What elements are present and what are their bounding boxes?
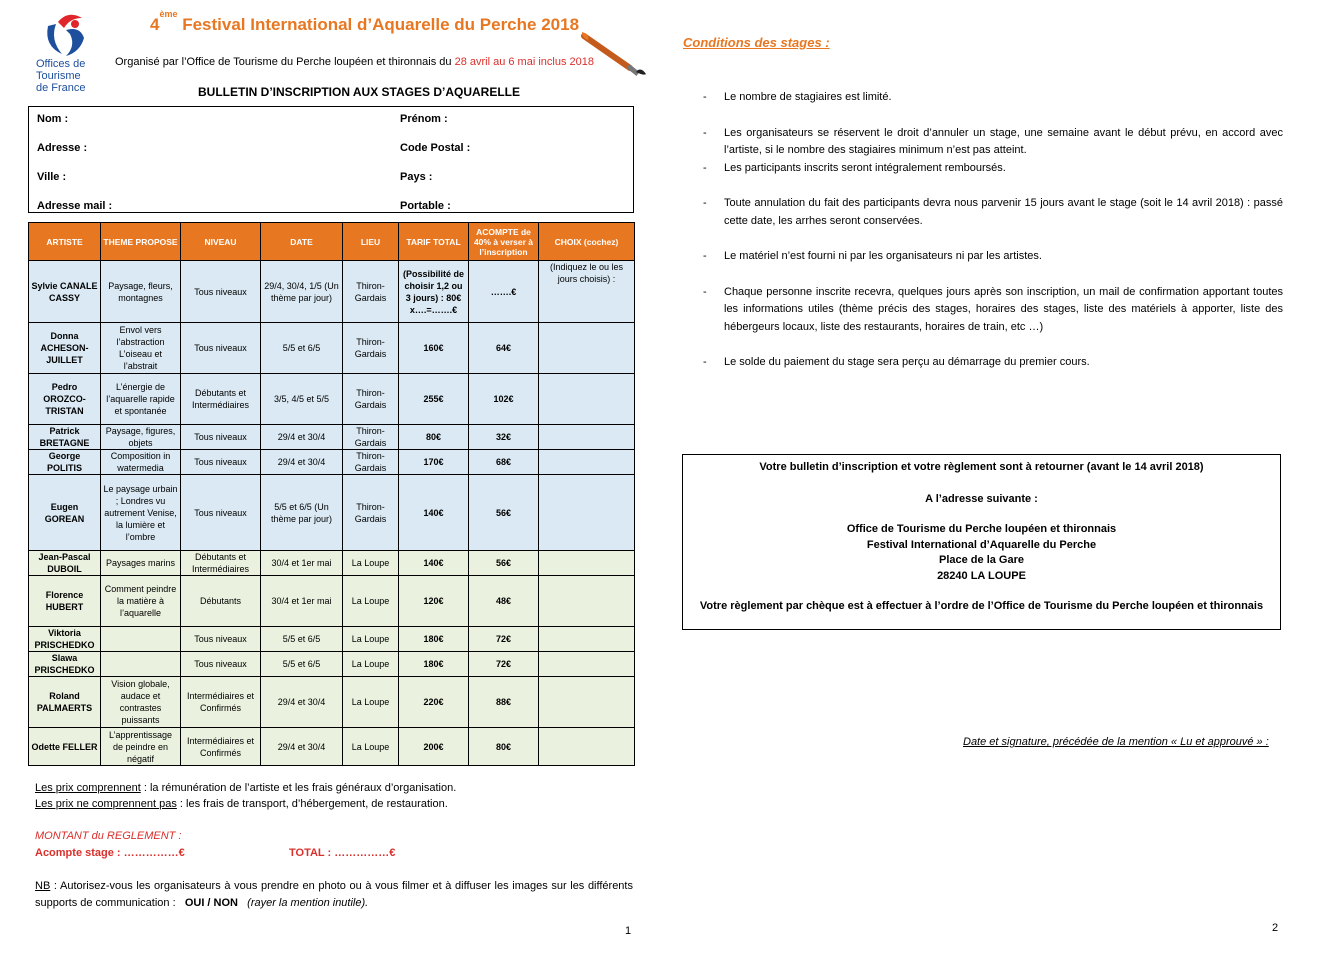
cell-tarif: 170€ [399,450,469,475]
prices-exclude-text: : les frais de transport, d’hébergement, de restauration. [176,798,448,810]
cell-tarif: 80€ [399,425,469,450]
cell-artist: Pedro OROZCO-TRISTAN [29,374,101,425]
table-row [29,261,635,323]
cell-niveau: Tous niveaux [181,323,261,374]
cell-acompte: 72€ [469,652,539,677]
cell-theme: Paysages marins [101,551,181,576]
table-row [29,627,635,652]
cell-lieu: Thiron-Gardais [343,425,399,450]
cell-date: 29/4, 30/4, 1/5 (Un thème par jour) [261,261,343,323]
nb-note: (rayer la mention inutile). [247,897,369,909]
signature-line[interactable]: Date et signature, précédée de la mention « Lu et approuvé » : [963,736,1269,748]
total-field[interactable]: TOTAL : ……………€ [289,847,396,859]
cell-artist: Viktoria PRISCHEDKO [29,627,101,652]
cell-lieu: La Loupe [343,677,399,728]
cell-tarif: 255€ [399,374,469,425]
table-row [29,323,635,374]
cell-acompte: 48€ [469,576,539,627]
table-row [29,425,635,450]
cell-niveau: Tous niveaux [181,450,261,475]
cell-date: 5/5 et 6/5 [261,627,343,652]
logo-text-line3: de France [36,82,86,94]
festival-title [150,9,580,35]
cell-niveau: Débutants [181,576,261,627]
table-row [29,475,635,551]
cell-choix[interactable] [539,425,635,450]
cell-artist: Florence HUBERT [29,576,101,627]
header-tarif: TARIF TOTAL [399,223,469,261]
cell-artist: Eugen GOREAN [29,475,101,551]
stages-table [28,222,635,766]
cell-niveau: Tous niveaux [181,475,261,551]
nb-text: : Autorisez-vous les organisateurs à vous prendre en photo ou à vous filmer et à diffuser les images sur les différents supports de communication : [35,880,633,909]
cell-choix[interactable] [539,728,635,766]
header-niveau: NIVEAU [181,223,261,261]
cell-acompte: 68€ [469,450,539,475]
cell-niveau: Tous niveaux [181,627,261,652]
table-row [29,728,635,766]
condition-item: - Le nombre de stagiaires est limité. [703,89,1283,107]
cell-theme [101,652,181,677]
adresse-field[interactable]: Adresse : [37,142,88,154]
cell-lieu: La Loupe [343,576,399,627]
header-artiste: ARTISTE [29,223,101,261]
cell-artist: Odette FELLER [29,728,101,766]
cell-artist: Slawa PRISCHEDKO [29,652,101,677]
cell-theme: Envol vers l’abstraction L’oiseau et l’abstrait [101,323,181,374]
return-box [682,454,1281,630]
cell-theme: L’énergie de l’aquarelle rapide et spontanée [101,374,181,425]
table-row [29,450,635,475]
cell-lieu: La Loupe [343,627,399,652]
nb-label: NB [35,880,51,892]
cell-artist: Roland PALMAERTS [29,677,101,728]
cell-niveau: Débutants et Intermédiaires [181,551,261,576]
cell-tarif: (Possibilité de choisir 1,2 ou 3 jours) : 80€ x….=…….€ [399,261,469,323]
cell-acompte: 56€ [469,475,539,551]
cell-choix[interactable] [539,450,635,475]
cell-lieu: Thiron-Gardais [343,450,399,475]
cell-theme: Paysage, figures, objets [101,425,181,450]
title-superscript: ème [159,9,178,19]
cell-choix[interactable] [539,551,635,576]
condition-item: - Le solde du paiement du stage sera perçu au démarrage du premier cours. [703,354,1283,372]
header-acompte: ACOMPTE de 40% à verser à l’inscription [469,223,539,261]
cell-date: 30/4 et 1er mai [261,576,343,627]
table-row [29,374,635,425]
logo-text-line2: Tourisme [36,70,81,82]
ville-field[interactable]: Ville : [37,171,67,183]
oui-non-choice[interactable]: OUI / NON [184,897,238,909]
cell-artist: Jean-Pascal DUBOIL [29,551,101,576]
header-date: DATE [261,223,343,261]
cell-acompte: …….€ [469,261,539,323]
table-row [29,652,635,677]
prices-include [35,782,456,794]
subtitle-dates: 28 avril au 6 mai inclus 2018 [454,56,594,68]
cell-acompte: 88€ [469,677,539,728]
cell-theme: Vision globale, audace et contrastes puissants [101,677,181,728]
subtitle [115,56,594,68]
prices-exclude-label: Les prix ne comprennent pas [35,798,177,810]
cell-theme [101,627,181,652]
cell-acompte: 32€ [469,425,539,450]
code-postal-field[interactable]: Code Postal : [400,142,471,154]
cell-acompte: 102€ [469,374,539,425]
bulletin-title: BULLETIN D’INSCRIPTION AUX STAGES D’AQUARELLE [198,85,521,99]
cell-choix[interactable] [539,652,635,677]
cell-tarif: 120€ [399,576,469,627]
cell-choix[interactable] [539,323,635,374]
table-row [29,551,635,576]
return-address-2: Festival International d’Aquarelle du Perche [866,538,1097,551]
cell-theme: L’apprentissage de peindre en négatif [101,728,181,766]
prices-exclude [35,798,448,810]
logo-text-line1: Offices de [36,58,86,70]
title-text: Festival International d’Aquarelle du Perche 2018 [182,15,580,34]
cell-theme: Paysage, fleurs, montagnes [101,261,181,323]
cell-artist: Sylvie CANALE CASSY [29,261,101,323]
return-address-4: 28240 LA LOUPE [937,569,1026,582]
header-lieu: LIEU [343,223,399,261]
cell-tarif: 200€ [399,728,469,766]
cell-theme: Composition in watermedia [101,450,181,475]
cell-date: 29/4 et 30/4 [261,677,343,728]
cell-date: 30/4 et 1er mai [261,551,343,576]
condition-item: - Toute annulation du fait des participants devra nous parvenir 15 jours avant le stage (soit le 14 avril 2018) : passé cette date, les arrhes seront conservées. [703,195,1283,230]
cell-niveau: Tous niveaux [181,425,261,450]
cell-date: 5/5 et 6/5 [261,323,343,374]
cell-choix[interactable] [539,677,635,728]
cell-acompte: 72€ [469,627,539,652]
acompte-field[interactable]: Acompte stage : ……………€ [35,847,185,859]
cell-theme: Le paysage urbain ; Londres vu autrement Venise, la lumière et l’ombre [101,475,181,551]
header-theme: THEME PROPOSE [101,223,181,261]
mail-field[interactable]: Adresse mail : [37,200,113,212]
nb-paragraph [35,878,633,912]
cell-acompte: 64€ [469,323,539,374]
payment-heading: MONTANT du REGLEMENT : [35,830,182,842]
header-choix: CHOIX (cochez) [539,223,635,261]
cell-choix[interactable] [539,627,635,652]
cell-tarif: 160€ [399,323,469,374]
cell-niveau: Intermédiaires et Confirmés [181,728,261,766]
cell-lieu: Thiron-Gardais [343,374,399,425]
cell-tarif: 180€ [399,652,469,677]
cell-date: 29/4 et 30/4 [261,728,343,766]
cell-date: 3/5, 4/5 et 5/5 [261,374,343,425]
cell-choix[interactable] [539,475,635,551]
paintbrush-icon [578,28,648,78]
prenom-field[interactable]: Prénom : [400,113,448,125]
return-line3: Votre règlement par chèque est à effectuer à l’ordre de l’Office de Tourisme du Perche loupéen et thironnais [699,600,1264,612]
cell-date: 5/5 et 6/5 (Un thème par jour) [261,475,343,551]
cell-choix[interactable]: (Indiquez le ou les jours choisis) : [539,261,635,323]
subtitle-prefix: Organisé par l’Office de Tourisme du Perche loupéen et thironnais du [115,56,452,68]
cell-artist: Donna ACHESON-JUILLET [29,323,101,374]
offices-tourisme-logo-icon [40,8,90,58]
cell-lieu: Thiron-Gardais [343,475,399,551]
logo [34,8,98,100]
cell-tarif: 180€ [399,627,469,652]
return-line1: Votre bulletin d’inscription et votre règlement sont à retourner (avant le 14 avril 2018) [759,461,1204,473]
cell-lieu: Thiron-Gardais [343,261,399,323]
cell-artist: Patrick BRETAGNE [29,425,101,450]
cell-date: 5/5 et 6/5 [261,652,343,677]
conditions-title: Conditions des stages : [683,35,830,50]
condition-item: - Chaque personne inscrite recevra, quelques jours après son inscription, un mail de confirmation apportant toutes les informations utiles (thème précis des stages, horaires des stages, liste des matériels à apporter, liste des hébergeurs locaux, liste des restaurants, horaires de train, etc …) [703,284,1283,337]
cell-tarif: 220€ [399,677,469,728]
cell-lieu: La Loupe [343,652,399,677]
prices-include-text: : la rémunération de l’artiste et les frais généraux d’organisation. [140,782,457,794]
cell-tarif: 140€ [399,475,469,551]
title-number: 4 [150,15,160,34]
cell-niveau: Intermédiaires et Confirmés [181,677,261,728]
cell-date: 29/4 et 30/4 [261,425,343,450]
cell-niveau: Tous niveaux [181,652,261,677]
cell-acompte: 80€ [469,728,539,766]
cell-niveau: Débutants et Intermédiaires [181,374,261,425]
table-row [29,576,635,627]
cell-niveau: Tous niveaux [181,261,261,323]
conditions-list [703,89,1283,390]
cell-choix[interactable] [539,576,635,627]
page-number-1: 1 [625,925,632,937]
pays-field[interactable]: Pays : [400,171,433,183]
condition-item-text: Les participants inscrits seront intégralement remboursés. [724,161,1006,174]
cell-date: 29/4 et 30/4 [261,450,343,475]
cell-tarif: 140€ [399,551,469,576]
cell-lieu: La Loupe [343,728,399,766]
portable-field[interactable]: Portable : [400,200,451,212]
cell-theme: Comment peindre la matière à l’aquarelle [101,576,181,627]
nom-field[interactable]: Nom : [37,113,69,125]
cell-choix[interactable] [539,374,635,425]
cell-artist: George POLITIS [29,450,101,475]
table-header-row [29,223,635,261]
condition-item [703,160,1283,178]
cell-lieu: Thiron-Gardais [343,323,399,374]
table-body [29,261,635,766]
return-address-3: Place de la Gare [939,554,1024,566]
cell-lieu: La Loupe [343,551,399,576]
condition-item: - Les organisateurs se réservent le droit d’annuler un stage, une semaine avant le début prévu, en accord avec l’artiste, si le nombre des stagiaires minimum n’est pas atteint. [703,125,1283,160]
return-address-1: Office de Tourisme du Perche loupéen et thironnais [846,523,1117,535]
return-line2: A l’adresse suivante : [925,492,1038,505]
identity-form [28,106,634,213]
cell-acompte: 56€ [469,551,539,576]
prices-include-label: Les prix comprennent [35,782,141,794]
page-number-2: 2 [1272,922,1279,934]
table-row [29,677,635,728]
condition-item: - Le matériel n’est fourni ni par les organisateurs ni par les artistes. [703,248,1283,266]
